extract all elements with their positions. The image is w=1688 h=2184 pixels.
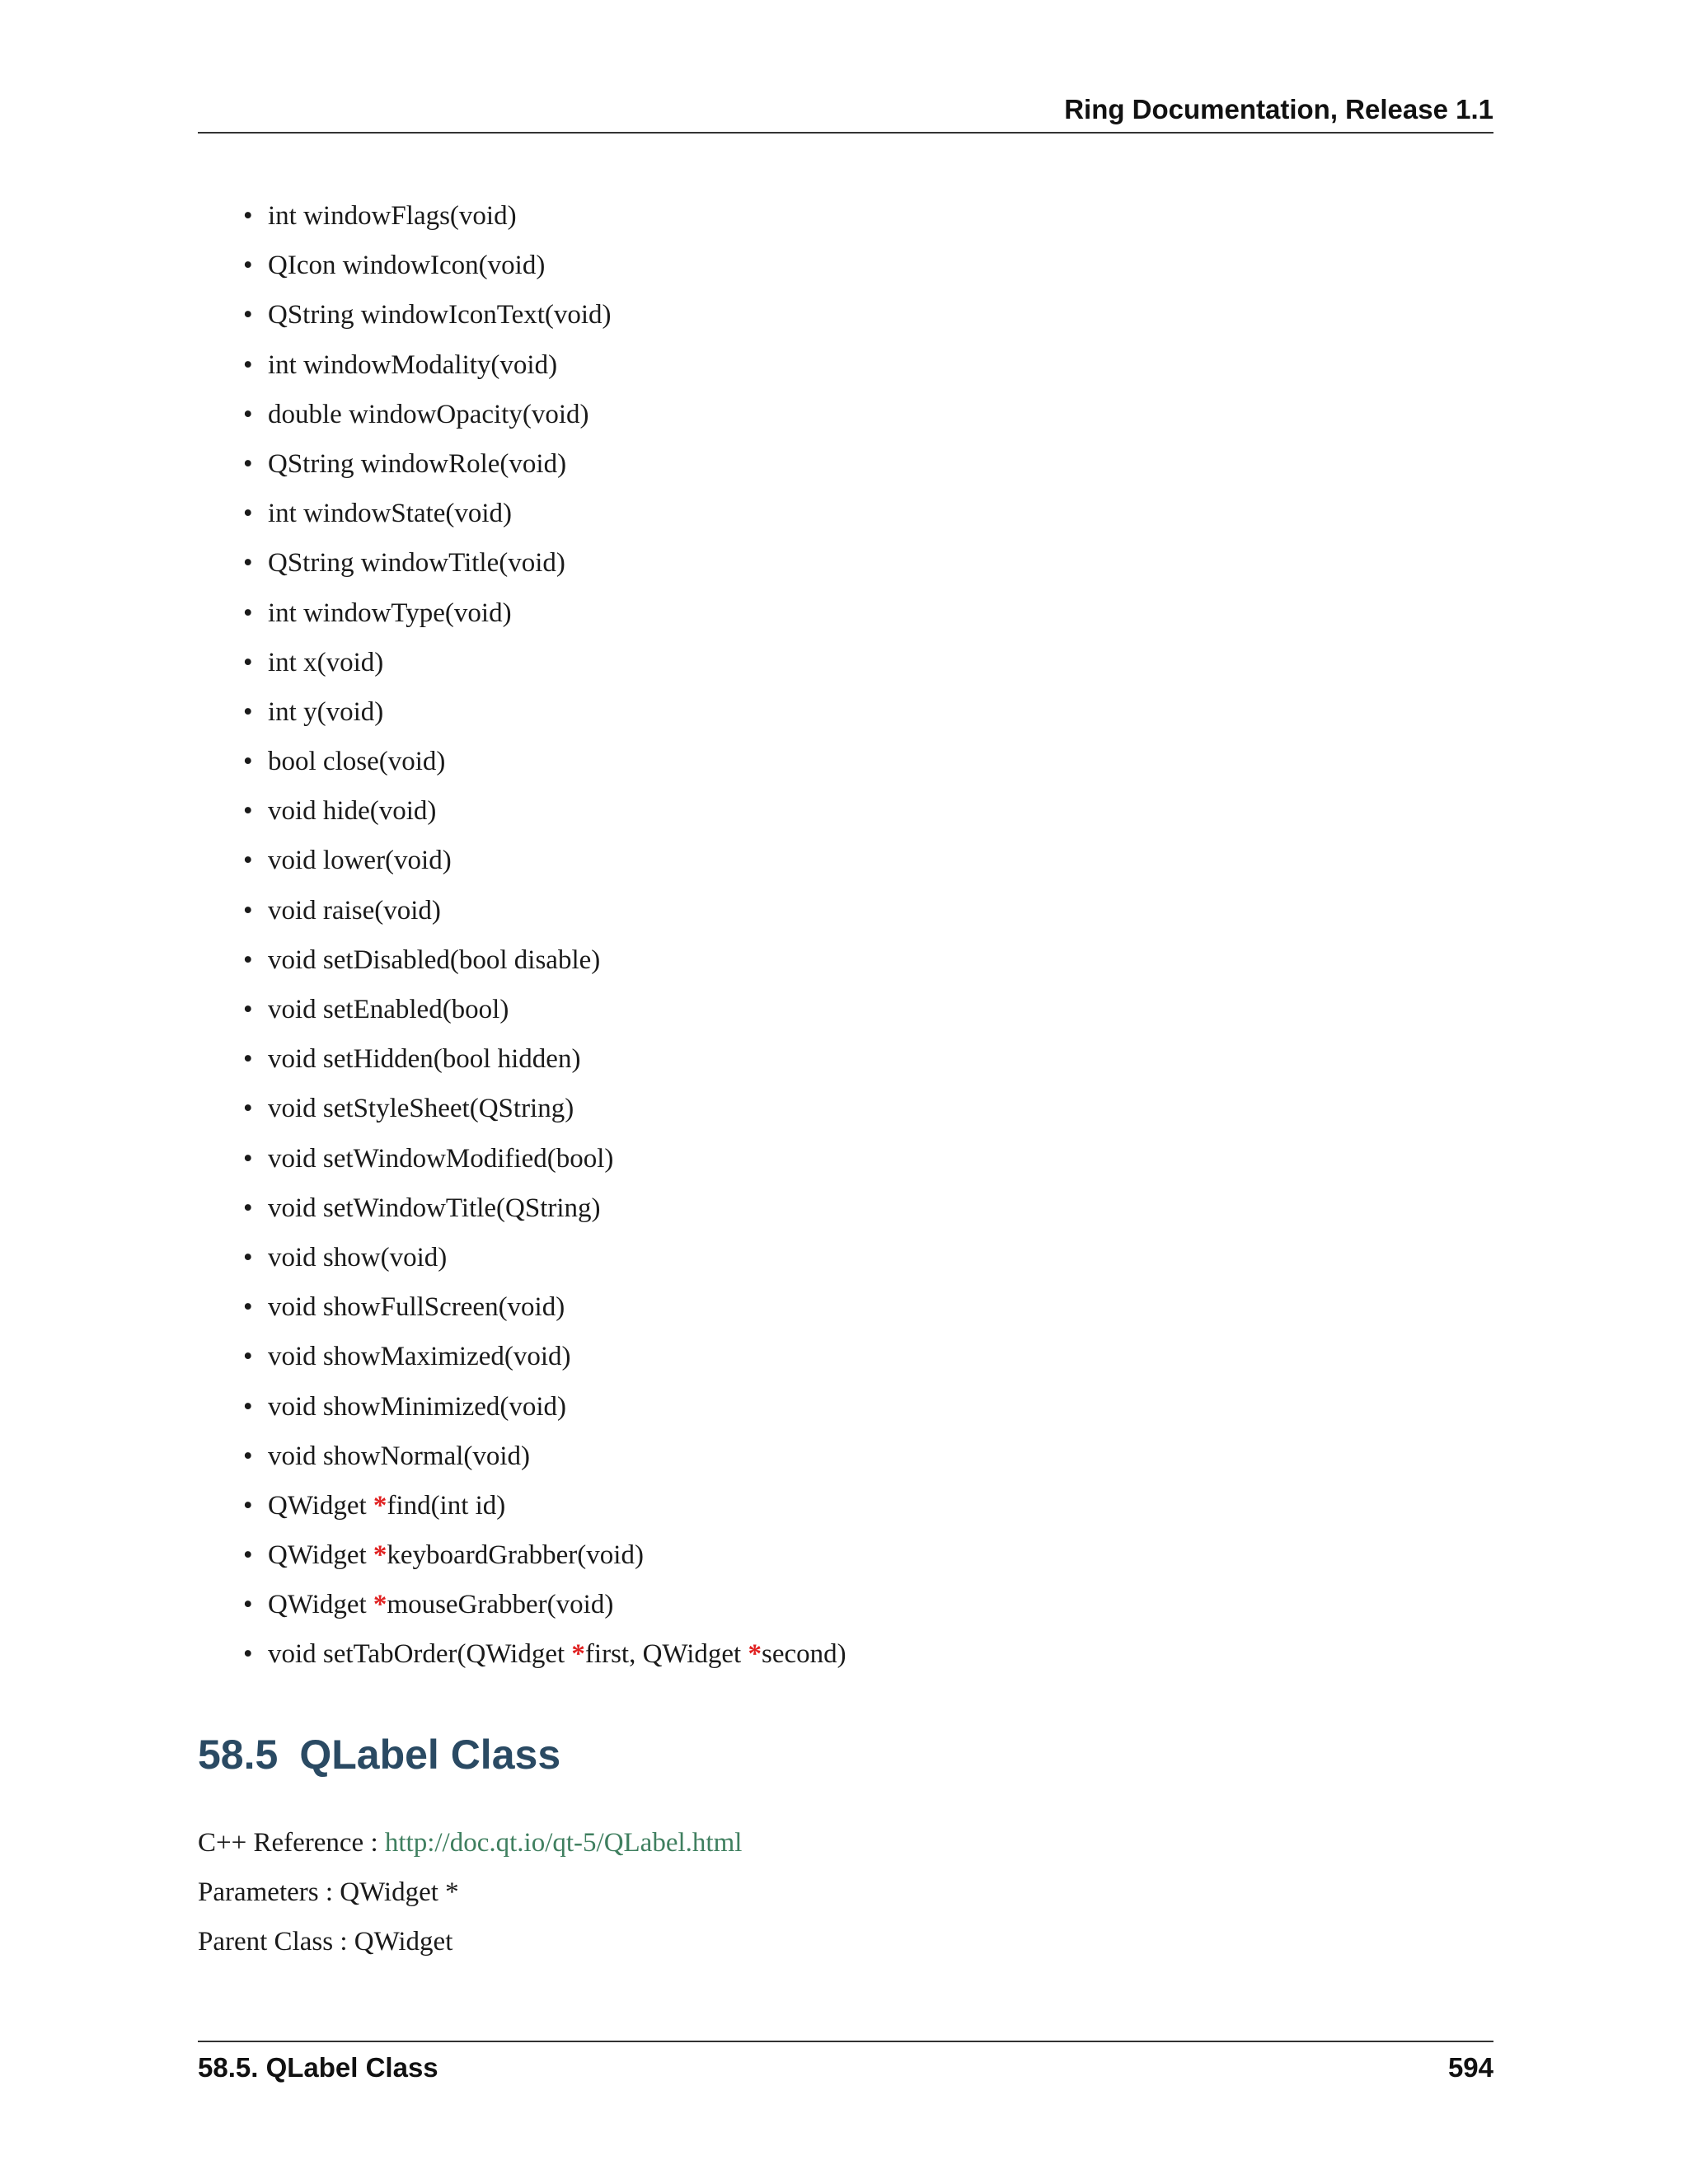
method-item — [243, 1190, 846, 1240]
method-item — [243, 991, 846, 1041]
parameters-line: Parameters : QWidget * — [198, 1877, 459, 1907]
bullet-icon: • — [243, 1441, 253, 1471]
method-signature: void setHidden(bool hidden) — [268, 1044, 581, 1075]
bullet-icon: • — [243, 1242, 253, 1272]
method-signature: void setTabOrder(QWidget *first, QWidget *second) — [268, 1639, 846, 1670]
method-item — [243, 1338, 846, 1388]
bullet-icon: • — [243, 995, 253, 1024]
method-item — [243, 1586, 846, 1636]
bullet-icon: • — [243, 1391, 253, 1422]
parent-class-line: Parent Class : QWidget — [198, 1927, 453, 1957]
method-signature: QIcon windowIcon(void) — [268, 251, 546, 281]
bullet-icon: • — [243, 548, 253, 579]
method-signature: QString windowRole(void) — [268, 448, 567, 479]
method-signature: bool close(void) — [268, 747, 446, 777]
pointer-asterisk: * — [373, 1490, 387, 1521]
bullet-icon: • — [243, 251, 253, 281]
method-signature: void setWindowTitle(QString) — [268, 1193, 601, 1223]
method-signature: int windowType(void) — [268, 598, 512, 628]
bullet-icon: • — [243, 796, 253, 827]
method-signature: QWidget *find(int id) — [268, 1490, 506, 1521]
method-signature: void showMaximized(void) — [268, 1342, 571, 1372]
method-item — [243, 1438, 846, 1488]
method-item — [243, 396, 846, 446]
method-item — [243, 743, 846, 793]
method-signature: void showMinimized(void) — [268, 1391, 567, 1422]
bullet-icon: • — [243, 747, 253, 777]
method-item — [243, 942, 846, 991]
bullet-icon: • — [243, 895, 253, 926]
method-list — [243, 198, 846, 1686]
section-title: QLabel Class — [299, 1732, 561, 1778]
bullet-icon: • — [243, 1094, 253, 1124]
method-signature: void lower(void) — [268, 846, 452, 876]
method-item — [243, 595, 846, 644]
bullet-icon: • — [243, 1044, 253, 1075]
method-item — [243, 1141, 846, 1190]
bullet-icon: • — [243, 1143, 253, 1174]
bullet-icon: • — [243, 1490, 253, 1521]
method-item — [243, 1090, 846, 1140]
method-item — [243, 893, 846, 942]
pointer-asterisk: * — [748, 1639, 762, 1670]
method-signature: QWidget *mouseGrabber(void) — [268, 1590, 614, 1620]
bullet-icon: • — [243, 598, 253, 628]
method-item — [243, 1636, 846, 1685]
method-item — [243, 1289, 846, 1338]
method-item — [243, 1240, 846, 1289]
document-title: Ring Documentation, Release 1.1 — [1064, 94, 1493, 124]
method-item — [243, 1537, 846, 1586]
section-number: 58.5 — [198, 1732, 279, 1778]
method-item — [243, 644, 846, 694]
method-signature: void show(void) — [268, 1242, 448, 1272]
pointer-asterisk: * — [571, 1639, 585, 1670]
method-item — [243, 1041, 846, 1090]
method-signature: int x(void) — [268, 647, 384, 677]
cpp-reference-label: C++ Reference : — [198, 1828, 385, 1858]
method-item — [243, 247, 846, 297]
page-footer — [198, 2041, 1493, 2092]
bullet-icon: • — [243, 1342, 253, 1372]
method-item — [243, 495, 846, 545]
cpp-reference-line — [198, 1825, 742, 1861]
bullet-icon: • — [243, 1193, 253, 1223]
bullet-icon: • — [243, 399, 253, 429]
method-signature: void showFullScreen(void) — [268, 1292, 565, 1323]
footer-section-title: 58.5. QLabel Class — [198, 2052, 438, 2083]
method-item — [243, 694, 846, 743]
method-signature: void setEnabled(bool) — [268, 995, 509, 1024]
pointer-asterisk: * — [373, 1540, 387, 1571]
method-signature: int windowModality(void) — [268, 349, 558, 380]
method-item — [243, 793, 846, 842]
bullet-icon: • — [243, 448, 253, 479]
method-signature: double windowOpacity(void) — [268, 399, 589, 429]
method-signature: QString windowTitle(void) — [268, 548, 565, 579]
method-signature: void raise(void) — [268, 895, 441, 926]
bullet-icon: • — [243, 1292, 253, 1323]
method-item — [243, 842, 846, 892]
bullet-icon: • — [243, 1590, 253, 1620]
bullet-icon: • — [243, 1639, 253, 1670]
bullet-icon: • — [243, 201, 253, 231]
method-signature: void setStyleSheet(QString) — [268, 1094, 574, 1124]
method-item — [243, 1389, 846, 1438]
page-header — [198, 92, 1493, 134]
method-item — [243, 545, 846, 594]
bullet-icon: • — [243, 647, 253, 677]
method-item — [243, 1488, 846, 1537]
cpp-reference-link[interactable]: http://doc.qt.io/qt-5/QLabel.html — [384, 1828, 743, 1858]
bullet-icon: • — [243, 944, 253, 975]
bullet-icon: • — [243, 1540, 253, 1571]
method-signature: QWidget *keyboardGrabber(void) — [268, 1540, 644, 1571]
method-signature: int windowState(void) — [268, 499, 513, 529]
bullet-icon: • — [243, 300, 253, 330]
section-heading — [198, 1731, 560, 1779]
bullet-icon: • — [243, 499, 253, 529]
method-signature: QString windowIconText(void) — [268, 300, 612, 330]
method-signature: int y(void) — [268, 696, 384, 727]
method-signature: void showNormal(void) — [268, 1441, 531, 1471]
method-item — [243, 297, 846, 346]
method-item — [243, 198, 846, 247]
method-signature: void hide(void) — [268, 796, 437, 827]
method-item — [243, 347, 846, 396]
method-signature: void setWindowModified(bool) — [268, 1143, 614, 1174]
bullet-icon: • — [243, 349, 253, 380]
pointer-asterisk: * — [373, 1590, 387, 1620]
bullet-icon: • — [243, 846, 253, 876]
method-item — [243, 446, 846, 495]
page-number: 594 — [1447, 2052, 1493, 2083]
method-signature: void setDisabled(bool disable) — [268, 944, 601, 975]
method-signature: int windowFlags(void) — [268, 201, 517, 231]
bullet-icon: • — [243, 696, 253, 727]
